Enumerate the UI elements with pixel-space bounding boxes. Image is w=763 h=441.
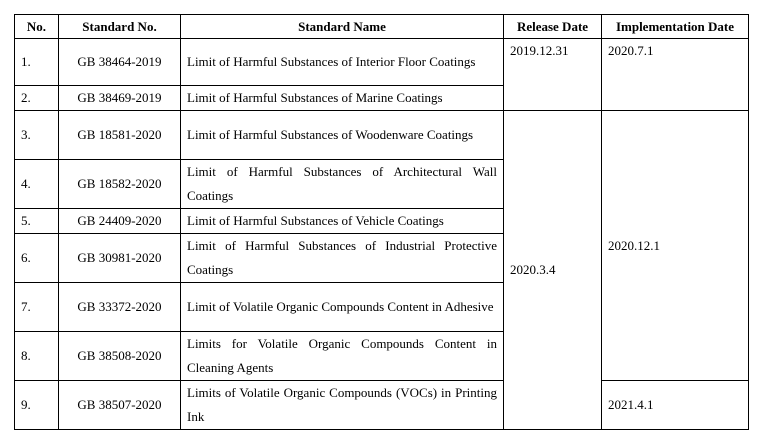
- standard-name: Limit of Harmful Substances of Woodenware Coatings: [181, 111, 504, 160]
- standard-number: GB 38507-2020: [59, 381, 181, 430]
- standard-name: Limit of Harmful Substances of Interior Floor Coatings: [181, 39, 504, 86]
- header-no: No.: [15, 15, 59, 39]
- standard-name: Limit of Harmful Substances of Industrial Protective Coatings: [181, 234, 504, 283]
- row-number: 5.: [15, 209, 59, 234]
- header-standard-name: Standard Name: [181, 15, 504, 39]
- header-row: [15, 15, 749, 39]
- implementation-date-group2: 2020.12.1: [602, 111, 749, 381]
- header-implementation-date: Implementation Date: [602, 15, 749, 39]
- table-row: [15, 39, 749, 86]
- standard-name: Limits for Volatile Organic Compounds Content in Cleaning Agents: [181, 332, 504, 381]
- table-row: [15, 111, 749, 160]
- release-date-group2: 2020.3.4: [504, 111, 602, 430]
- standards-table: [14, 14, 749, 430]
- standard-number: GB 38464-2019: [59, 39, 181, 86]
- row-number: 4.: [15, 160, 59, 209]
- standard-name: Limits of Volatile Organic Compounds (VOCs) in Printing Ink: [181, 381, 504, 430]
- standard-number: GB 30981-2020: [59, 234, 181, 283]
- table-row: [15, 381, 749, 430]
- standard-number: GB 38508-2020: [59, 332, 181, 381]
- row-number: 9.: [15, 381, 59, 430]
- row-number: 7.: [15, 283, 59, 332]
- standard-name: Limit of Volatile Organic Compounds Content in Adhesive: [181, 283, 504, 332]
- standard-number: GB 18582-2020: [59, 160, 181, 209]
- release-date-group1: [504, 39, 602, 111]
- header-standard-no: Standard No.: [59, 15, 181, 39]
- row-number: 2.: [15, 86, 59, 111]
- standard-number: GB 33372-2020: [59, 283, 181, 332]
- standard-number: GB 24409-2020: [59, 209, 181, 234]
- implementation-date-text: 2020.7.1: [608, 43, 654, 58]
- standard-number: GB 18581-2020: [59, 111, 181, 160]
- row-number: 8.: [15, 332, 59, 381]
- release-date-text: 2019.12.31: [510, 43, 569, 58]
- standard-name: Limit of Harmful Substances of Architectural Wall Coatings: [181, 160, 504, 209]
- row-number: 6.: [15, 234, 59, 283]
- row-number: 1.: [15, 39, 59, 86]
- implementation-date-group3: 2021.4.1: [602, 381, 749, 430]
- standard-number: GB 38469-2019: [59, 86, 181, 111]
- standard-name: Limit of Harmful Substances of Marine Coatings: [181, 86, 504, 111]
- standard-name: Limit of Harmful Substances of Vehicle Coatings: [181, 209, 504, 234]
- row-number: 3.: [15, 111, 59, 160]
- implementation-date-group1: [602, 39, 749, 111]
- header-release-date: Release Date: [504, 15, 602, 39]
